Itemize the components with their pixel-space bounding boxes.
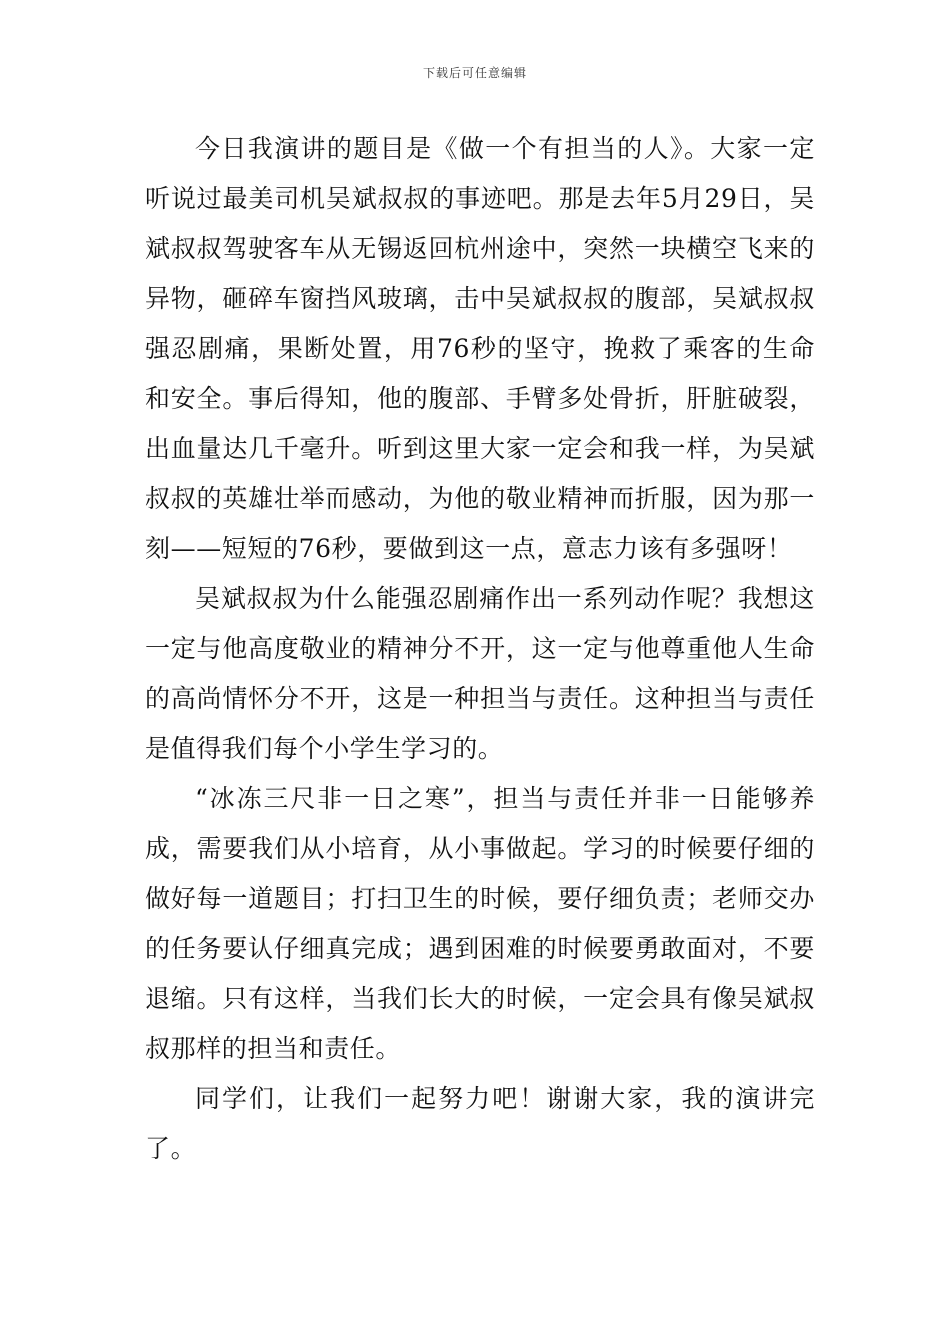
paragraph-3: “冰冻三尺非一日之寒”，担当与责任并非一日能够养成，需要我们从小培育，从小事做起。学习的时候要仔细的做好每一道题目；打扫卫生的时候，要仔细负责；老师交办的任务要认仔细真完成；遇到困难的时候要勇敢面对，不要退缩。只有这样，当我们长大的时候，一定会具有像吴斌叔叔那样的担当和责任。 xyxy=(145,784,815,1063)
paragraph-2: 吴斌叔叔为什么能强忍剧痛作出一系列动作呢？我想这一定与他高度敬业的精神分不开，这一定与他尊重他人生命的高尚情怀分不开，这是一种担当与责任。这种担当与责任是值得我们每个小学生学习的。 xyxy=(145,584,815,763)
paragraph-4: 同学们，让我们一起努力吧！谢谢大家，我的演讲完了。 xyxy=(145,1084,815,1163)
paragraph-1: 今日我演讲的题目是《做一个有担当的人》。大家一定听说过最美司机吴斌叔叔的事迹吧。那是去年5月29日，吴斌叔叔驾驶客车从无锡返回杭州途中，突然一块横空飞来的异物，砸碎车窗挡风玻璃，击中吴斌叔叔的腹部，吴斌叔叔强忍剧痛，果断处置，用76秒的坚守，挽救了乘客的生命和安全。事后得知，他的腹部、手臂多处骨折，肝脏破裂，出血量达几千毫升。听到这里大家一定会和我一样，为吴斌叔叔的英雄壮举而感动，为他的敬业精神而折服，因为那一刻——短短的76秒，要做到这一点，意志力该有多强呀！ xyxy=(145,134,815,563)
speech-body xyxy=(145,124,815,1174)
header-note: 下载后可任意编辑 xyxy=(422,66,527,80)
